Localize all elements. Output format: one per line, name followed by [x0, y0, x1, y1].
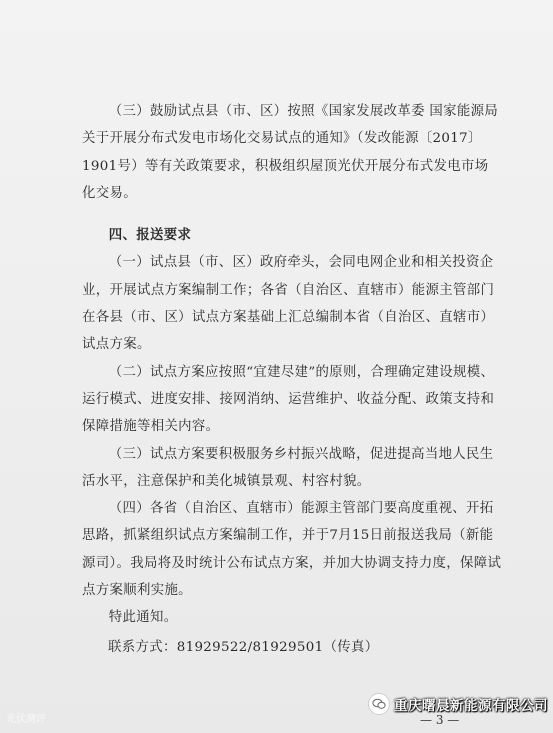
section-heading-submission: 四、报送要求 — [108, 228, 192, 244]
paragraph-closing: 特此通知。 — [108, 610, 178, 626]
wechat-icon — [368, 693, 390, 715]
brand-watermark[interactable] — [368, 693, 548, 715]
document-body — [82, 98, 502, 632]
brand-name: 重庆曙晨新能源有限公司 — [394, 698, 548, 714]
paragraph-requirement-3: （三）试点方案要积极服务乡村振兴战略，促进提高当地人民生活水平，注意保护和美化城镇景观、村容村貌。 — [82, 446, 494, 489]
paragraph-requirement-4: （四）各省（自治区、直辖市）能源主管部门要高度重视、开拓思路，抓紧组织试点方案编制工作，并于7月15日前报送我局（新能源司）。我局将及时统计公布试点方案，并加大协调支持力度，保障试点方案顺利实施。 — [82, 501, 502, 599]
paragraph-spacer — [82, 207, 502, 222]
contact-info: 联系方式：81929522/81929501（传真） — [108, 640, 379, 655]
paragraph-requirement-1: （一）试点县（市、区）政府牵头，会同电网企业和相关投资企业，开展试点方案编制工作；各省（自治区、直辖市）能源主管部门在各县（市、区）试点方案基础上汇总编制本省（自治区、直辖市）试点方案。 — [82, 255, 495, 353]
page-number: — 3 — — [420, 713, 460, 727]
watermark-text: 光伏测评 — [6, 714, 46, 725]
paragraph-requirement-2: （二）试点方案应按照“宜建尽建”的原则，合理确定建设规模、运行模式、进度安排、接网消纳、运营维护、收益分配、政策支持和保障措施等相关内容。 — [82, 364, 495, 435]
paragraph-encourage-trading: （三）鼓励试点县（市、区）按照《国家发展改革委 国家能源局关于开展分布式发电市场化交易试点的通知》（发改能源〔2017〕1901号）等有关政策要求，积极组织屋顶光伏开展分布式发电市场化交易。 — [82, 104, 499, 201]
